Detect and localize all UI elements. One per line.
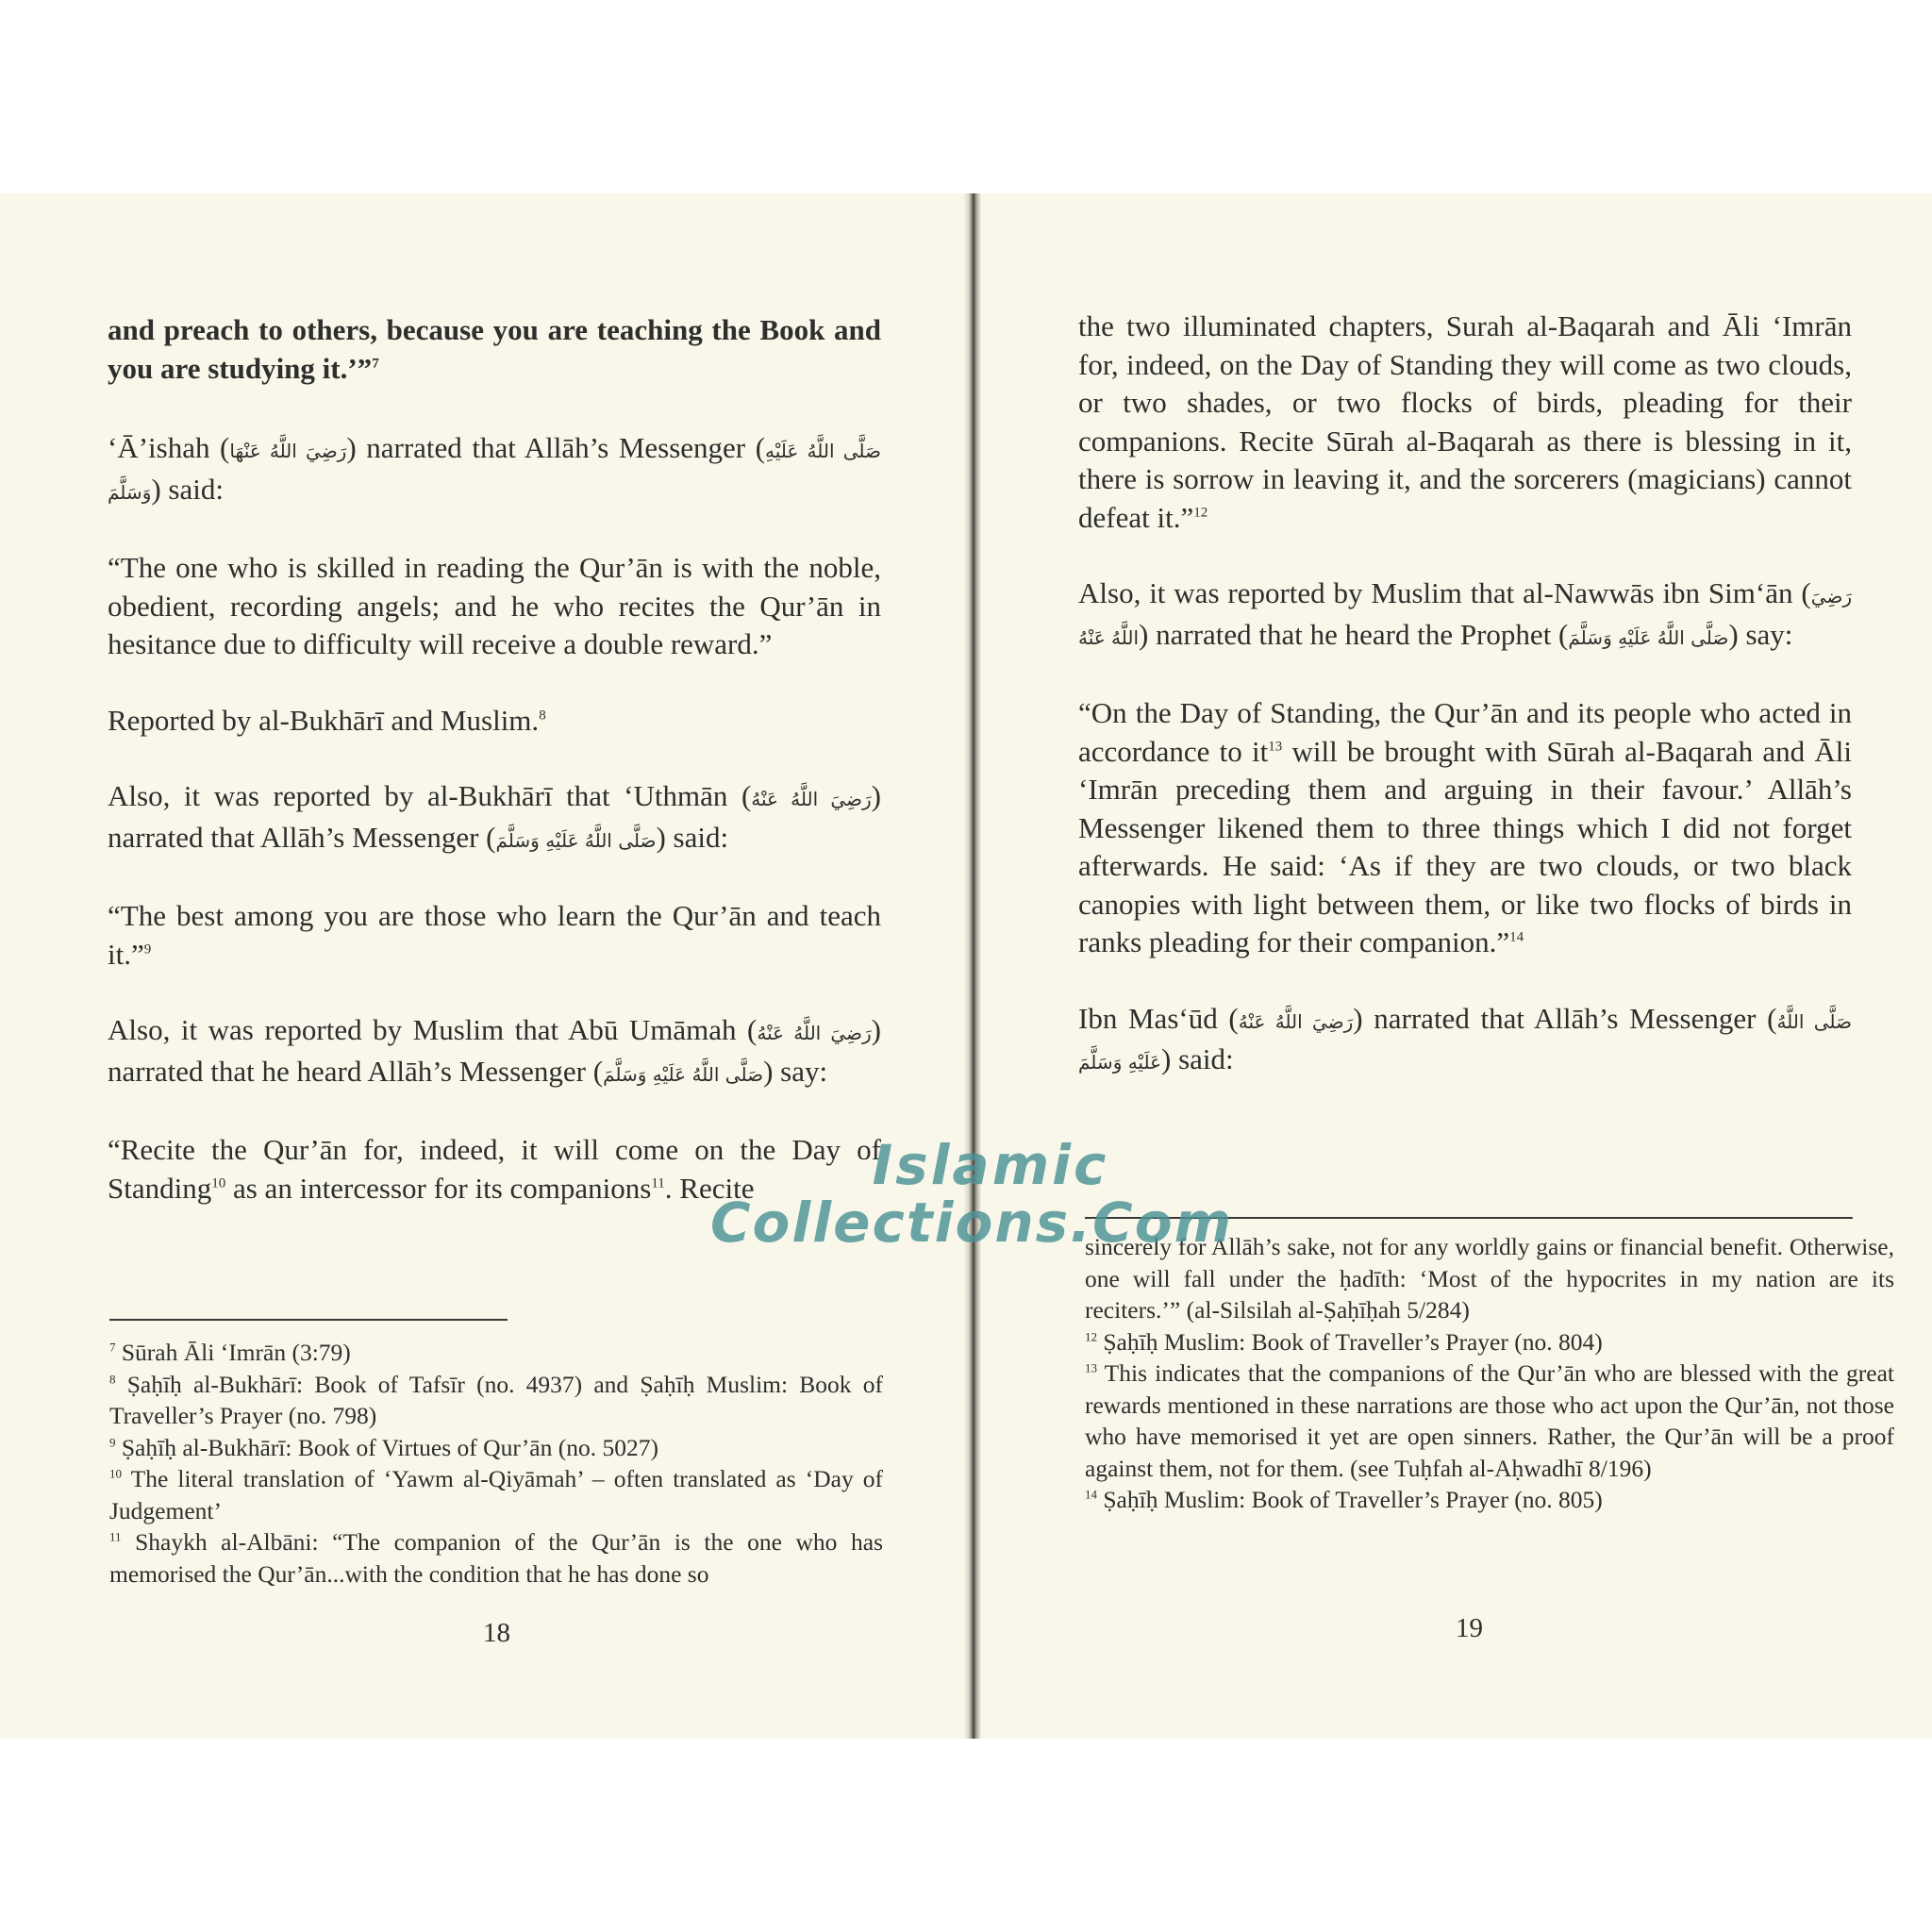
honorific-glyph: رَضِيَ اللَّهُ عَنْهَا [229, 440, 347, 462]
honorific-glyph: صَلَّى اللَّهُ عَلَيْهِ وَسَلَّمَ [495, 828, 657, 852]
footnote-11: $^{11}$ Shaykh al-Albāni: “The companion of the Qur’ān is the one who has memorised the Qur’ān...with the condition that he has done so [109, 1528, 883, 1588]
honorific-glyph: صَلَّى اللَّهُ عَلَيْهِ وَسَلَّمَ [1078, 1009, 1853, 1074]
right-body-text [1078, 308, 1852, 1082]
page-number-left: 18 [483, 1618, 510, 1648]
honorific-glyph: رَضِيَ اللَّهُ عَنْهُ [1078, 585, 1852, 649]
footnote-8: $^8$ Ṣaḥīḥ al-Bukhārī: Book of Tafsīr (no. 4937) and Ṣaḥīḥ Muslim: Book of Traveller’s Prayer (no. 798) [109, 1370, 883, 1429]
honorific-glyph: رَضِيَ اللَّهُ عَنْهُ [751, 788, 872, 810]
footnote-14: $^{14}$ Ṣaḥīḥ Muslim: Book of Traveller’s Prayer (no. 805) [1085, 1486, 1603, 1513]
hadith-day-of-standing: “On the Day of Standing, the Qur’ān and its people who acted in accordance to $it^{13}$ will be brought with Sūrah al-Baqarah and Āli ‘Imrān preceding them and arguing in their favour.’ Allāh’s Messenger likened them to three things which I did not forget afterwards. He said: ‘As if they are two clouds, or two black canopies with light between them, or like two flocks of birds in ranks pleading for their companion.”$^{14}$ [1078, 696, 1852, 958]
hadith-continuation: the two illuminated chapters, Surah al-Baqarah and Āli ‘Imrān for, indeed, on the Day of Standing they will come as two clouds, or two shades, or two flocks of birds, pleading for their companions. Recite Sūrah al-Baqarah as there is blessing in it, there is sorrow in leaving it, and the sorcerers (magicians) cannot defeat it.”$^{12}$ [1078, 309, 1852, 534]
footnote-7: $^7$ Sūrah Āli ‘Imrān (3:79) [109, 1339, 351, 1366]
honorific-glyph: صَلَّى اللَّهُ عَلَيْهِ وَسَلَّمَ [1568, 625, 1729, 649]
left-page [0, 193, 970, 1739]
narration-nawwas: Also, it was reported by Muslim that al-Nawwās ibn Sim‘ān (رَضِيَ اللَّهُ عَنْهُ) narrated that he heard the Prophet (صَلَّى اللَّهُ عَلَيْهِ وَسَلَّمَ) say: [1078, 576, 1852, 651]
page-number-right: 19 [1456, 1613, 1483, 1643]
source-bukhari-muslim: Reported by al-Bukhārī and Muslim.$^8$ [108, 703, 546, 737]
hadith-recite-quran: “Recite the Qur’ān for, indeed, it will come on the Day of Standing$^{10}$ as an intercessor for its companions$^{11}$. Recite [108, 1133, 881, 1205]
quote-ending: and preach to others, because you are teaching the Book and you are studying it.’”$^7$ [108, 313, 881, 385]
hadith-skilled-reader: “The one who is skilled in reading the Qur’ān is with the noble, obedient, recording angels; and he who recites the Qur’ān in hesitance due to difficulty will receive a double reward.” [108, 551, 881, 660]
footnote-divider [109, 1319, 508, 1321]
book-gutter [964, 193, 983, 1739]
footnote-10: $^{10}$ The literal translation of ‘Yawm al-Qiyāmah’ – often translated as ‘Day of Judgement’ [109, 1465, 884, 1524]
footnote-11-continuation: sincerely for Allāh’s sake, not for any worldly gains or financial benefit. Otherwise, one will fall under the ḥadīth: ‘Most of the hypocrites in my nation are its reciters.’” (al-Silsilah al-Ṣaḥīḥah 5/284) [1085, 1233, 1894, 1324]
narration-uthman: Also, it was reported by al-Bukhārī that ‘Uthmān (رَضِيَ اللَّهُ عَنْهُ) narrated that Allāh’s Messenger (صَلَّى اللَّهُ عَلَيْهِ وَسَلَّمَ) said: [108, 779, 881, 854]
honorific-glyph: رَضِيَ اللَّهُ عَنْهُ [757, 1022, 872, 1044]
narration-abu-umamah: Also, it was reported by Muslim that Abū Umāmah (رَضِيَ اللَّهُ عَنْهُ) narrated that he heard Allāh’s Messenger (صَلَّى اللَّهُ عَلَيْهِ وَسَلَّمَ) say: [108, 1013, 881, 1088]
hadith-best-among-you: “The best among you are those who learn the Qur’ān and teach it.”$^9$ [108, 899, 881, 971]
right-page [981, 193, 1932, 1739]
book-spread [0, 193, 1932, 1739]
honorific-glyph: صَلَّى اللَّهُ عَلَيْهِ وَسَلَّمَ [108, 440, 881, 504]
footnote-9: $^9$ Ṣaḥīḥ al-Bukhārī: Book of Virtues of Qur’ān (no. 5027) [109, 1433, 658, 1461]
narration-aishah: ‘Ā’ishah (رَضِيَ اللَّهُ عَنْهَا) narrated that Allāh’s Messenger (صَلَّى اللَّهُ عَلَيْهِ وَسَلَّمَ) said: [108, 431, 881, 506]
left-body-text [108, 311, 881, 1208]
footnote-13: $^{13}$ This indicates that the companions of the Qur’ān who are blessed with the great rewards mentioned in these narrations are those who act upon the Qur’ān, not those who have memorised it yet are open sinners. Rather, the Qur’ān will be a proof against them, not for them. (see Tuḥfah al-Aḥwadhī 8/196) [1085, 1359, 1894, 1482]
narration-ibn-masud: Ibn Mas‘ūd (رَضِيَ اللَّهُ عَنْهُ) narrated that Allāh’s Messenger (صَلَّى اللَّهُ عَلَيْهِ وَسَلَّمَ) said: [1078, 1001, 1853, 1075]
left-footnotes [109, 1337, 883, 1590]
honorific-glyph: رَضِيَ اللَّهُ عَنْهُ [1238, 1009, 1354, 1033]
site-watermark: Islamic Collections.Com [709, 1133, 1234, 1255]
honorific-glyph: صَلَّى اللَّهُ عَلَيْهِ وَسَلَّمَ [603, 1062, 764, 1086]
footnote-12: $^{12}$ Ṣaḥīḥ Muslim: Book of Traveller’s Prayer (no. 804) [1085, 1327, 1603, 1356]
